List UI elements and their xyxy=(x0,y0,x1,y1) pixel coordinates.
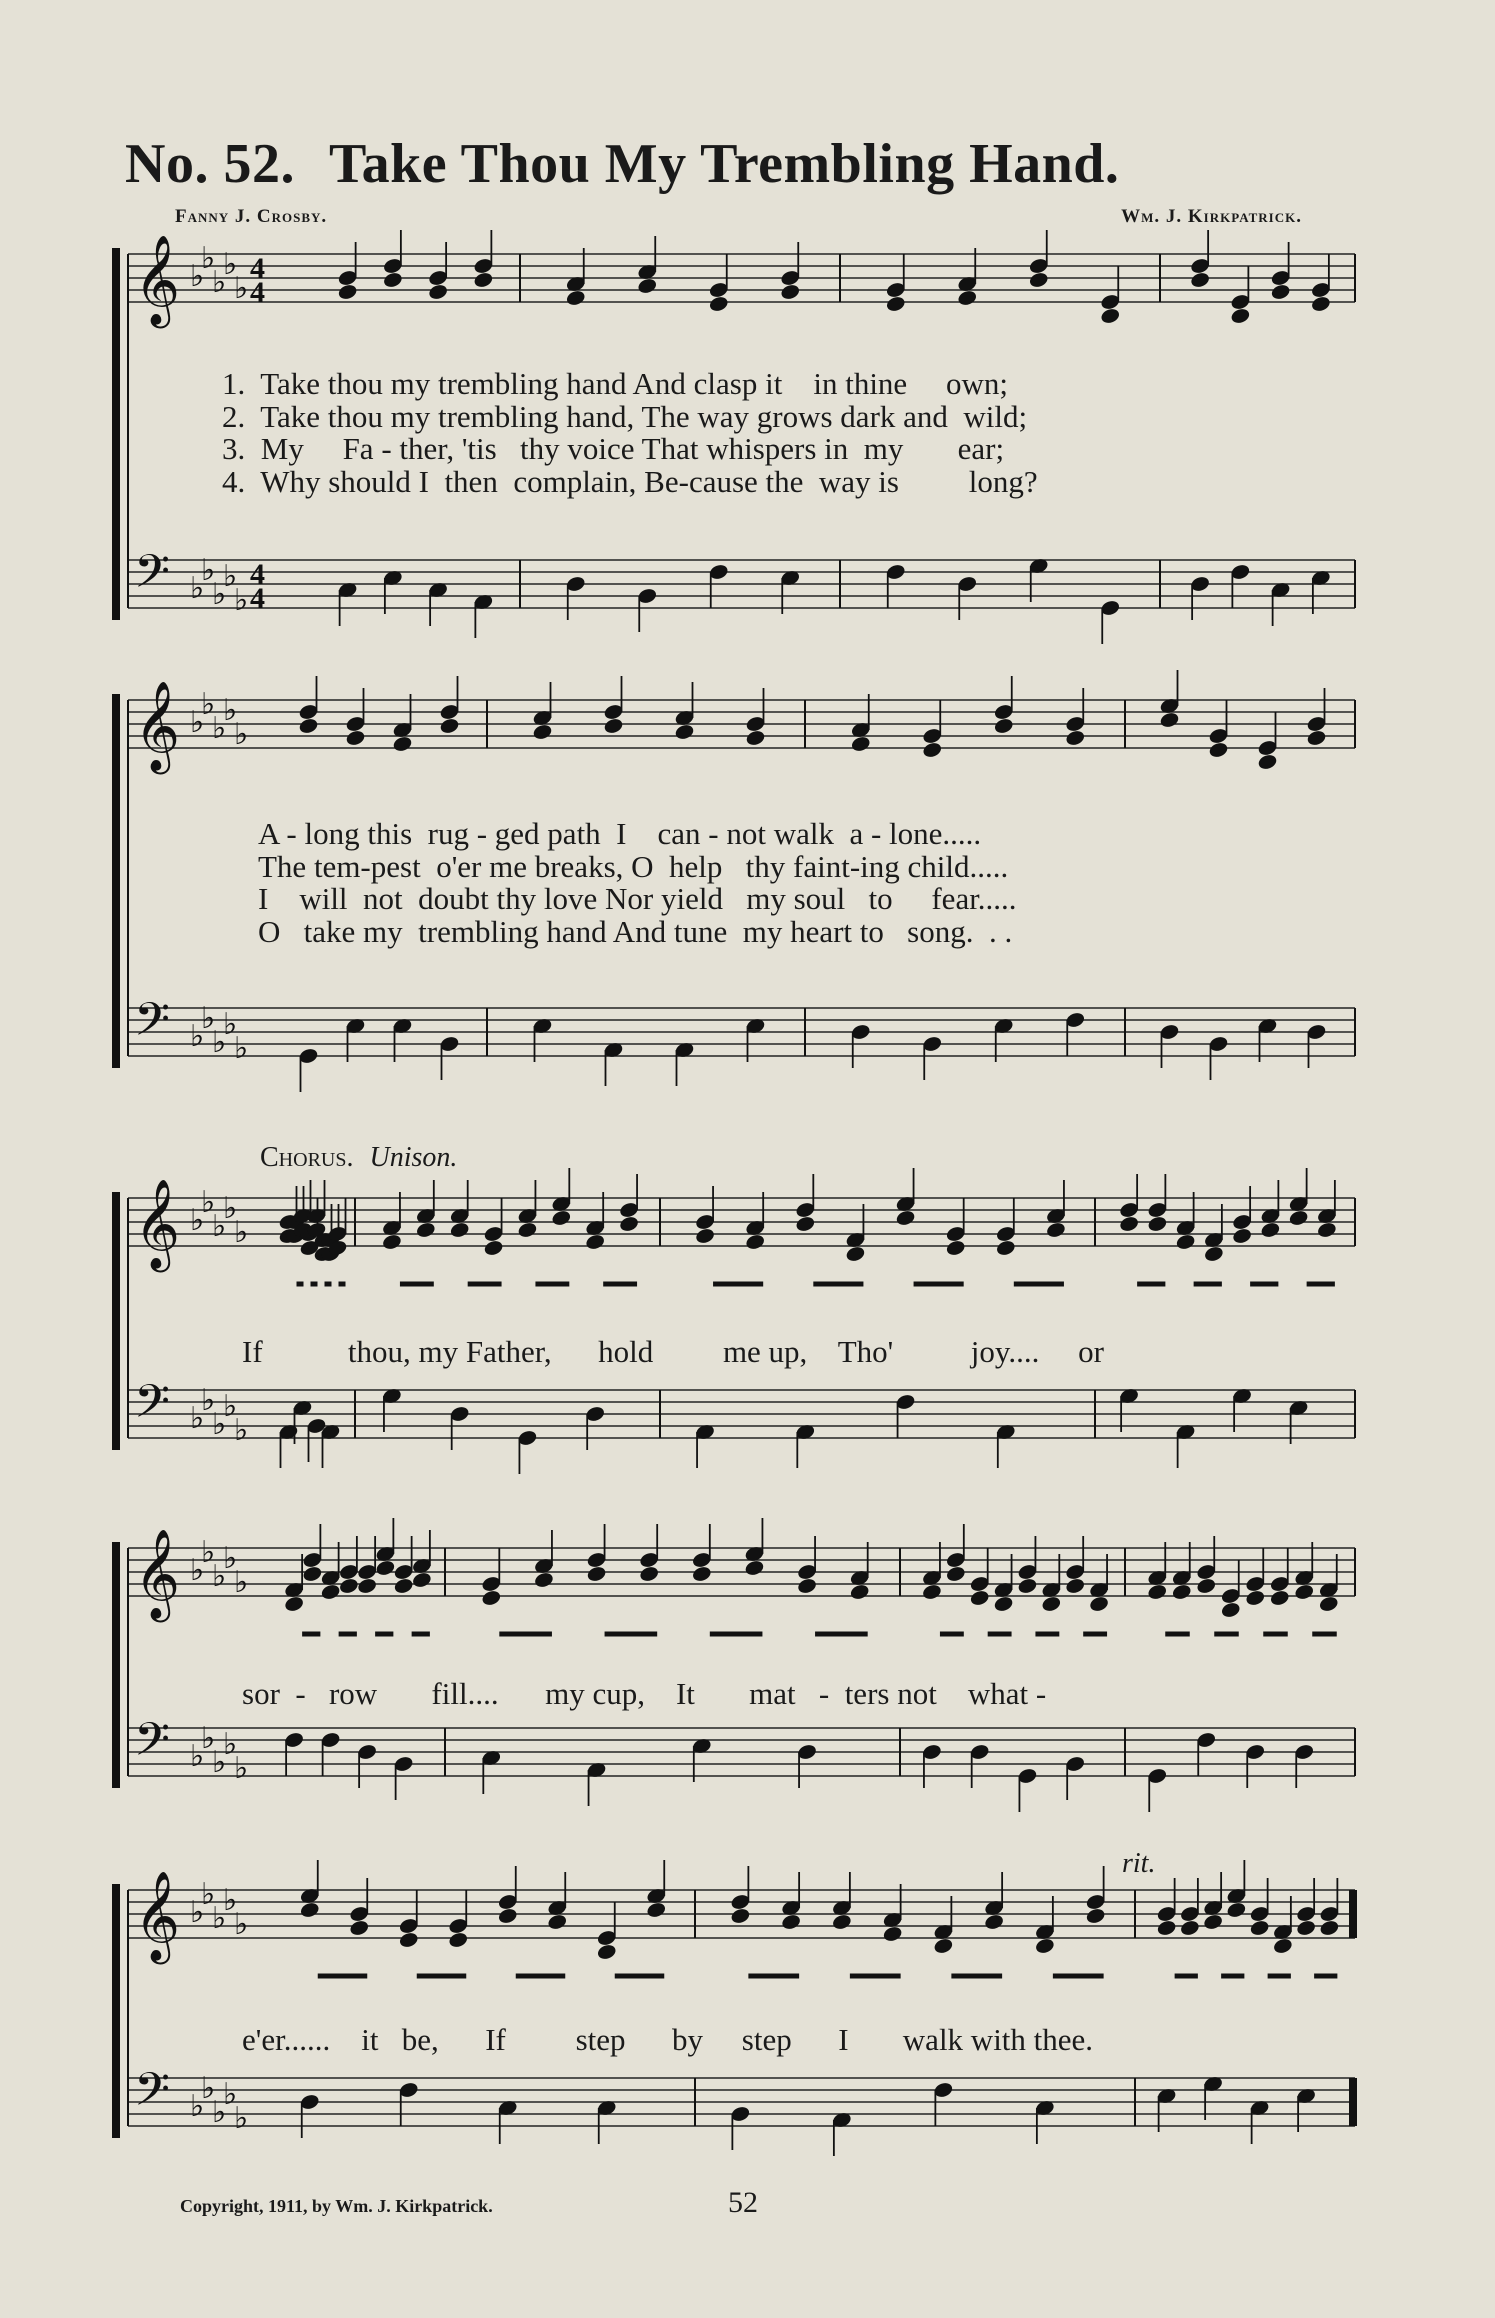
note-head xyxy=(298,717,319,735)
ritardando-marking: rit. xyxy=(1122,1848,1156,1879)
flat-icon: ♭ xyxy=(201,553,216,588)
flat-icon: ♭ xyxy=(223,1541,238,1576)
note-head xyxy=(533,1571,554,1589)
chorus-label: Chorus. xyxy=(260,1142,354,1173)
note-head xyxy=(337,283,358,301)
note-head xyxy=(1202,1913,1223,1931)
note-head xyxy=(1045,1221,1066,1239)
note-head xyxy=(1310,295,1331,313)
unison-direction: Unison. xyxy=(369,1142,458,1173)
verse-1-line-2: A - long this rug - ged path I can - not walk a - lone..... xyxy=(258,816,982,851)
flat-icon: ♭ xyxy=(223,693,238,728)
note-head xyxy=(993,1595,1014,1613)
flat-icon: ♭ xyxy=(190,571,205,606)
verse-lyrics-part1 xyxy=(222,368,1038,498)
note-head xyxy=(415,1221,436,1239)
note-head xyxy=(1159,711,1180,729)
note-head xyxy=(882,1925,903,1943)
flat-icon: ♭ xyxy=(190,1401,205,1436)
verse-2-line-2: The tem-pest o'er me breaks, O help thy faint-ing child..... xyxy=(258,848,1009,884)
note-head xyxy=(957,289,978,307)
note-head xyxy=(1295,1919,1316,1937)
treble-clef-icon: 𝄞 xyxy=(134,1871,181,1961)
flat-icon: ♭ xyxy=(201,241,216,276)
note-head xyxy=(921,1583,942,1601)
system-bracket xyxy=(112,248,120,620)
note-head xyxy=(320,1583,341,1601)
treble-clef-icon: 𝄞 xyxy=(134,1179,181,1269)
note-head xyxy=(1017,1577,1038,1595)
flat-icon: ♭ xyxy=(234,1751,249,1786)
note-head xyxy=(392,735,413,753)
page-number: 52 xyxy=(728,2186,758,2219)
verse-lyrics-part2 xyxy=(258,818,1017,948)
note-head xyxy=(382,271,403,289)
verse-1-line-1: 1. Take thou my trembling hand And clasp it in thine own; xyxy=(222,366,1008,401)
verse-3-line-2: I will not doubt thy love Nor yield my soul to fear..... xyxy=(258,881,1017,916)
note-head xyxy=(1306,729,1327,747)
flat-icon: ♭ xyxy=(234,717,249,752)
note-head xyxy=(299,1901,320,1919)
note-head xyxy=(618,1215,639,1233)
note-head xyxy=(795,1215,816,1233)
flat-icon: ♭ xyxy=(190,1203,205,1238)
note-head xyxy=(547,1913,568,1931)
flat-icon: ♭ xyxy=(212,2095,227,2130)
flat-icon: ♭ xyxy=(201,1535,216,1570)
note-head xyxy=(1220,1601,1241,1619)
flat-icon: ♭ xyxy=(201,1877,216,1912)
note-head xyxy=(691,1565,712,1583)
flat-icon: ♭ xyxy=(190,1895,205,1930)
note-head xyxy=(1100,307,1121,325)
flat-icon: ♭ xyxy=(201,687,216,722)
note-head xyxy=(1041,1595,1062,1613)
note-head xyxy=(448,1931,469,1949)
flat-icon: ♭ xyxy=(234,1907,249,1942)
note-head xyxy=(411,1571,432,1589)
note-head xyxy=(375,1559,396,1577)
flat-icon: ♭ xyxy=(212,1901,227,1936)
verse-2-line-1: 2. Take thou my trembling hand, The way grows dark and wild; xyxy=(222,398,1028,434)
note-head xyxy=(338,1577,359,1595)
flat-icon: ♭ xyxy=(212,1407,227,1442)
bass-clef-icon: 𝄢 xyxy=(134,2063,171,2128)
note-head xyxy=(345,729,366,747)
bass-clef-icon: 𝄢 xyxy=(134,1713,171,1778)
flat-icon: ♭ xyxy=(234,1413,249,1448)
flat-icon: ♭ xyxy=(234,1215,249,1250)
note-head xyxy=(933,1937,954,1955)
note-head xyxy=(1272,1937,1293,1955)
flat-icon: ♭ xyxy=(212,1025,227,1060)
note-head xyxy=(646,1901,667,1919)
note-head xyxy=(427,283,448,301)
note-head xyxy=(603,717,624,735)
flat-icon: ♭ xyxy=(223,247,238,282)
chorus-lyrics-line-3: e'er...... it be, If step by step I walk with thee. xyxy=(242,2022,1094,2057)
note-head xyxy=(969,1589,990,1607)
chorus-lyrics-line-1: If thou, my Father, hold me up, Tho' joy.... or xyxy=(242,1334,1104,1369)
note-head xyxy=(1288,1209,1309,1227)
flat-icon: ♭ xyxy=(223,1883,238,1918)
flat-icon: ♭ xyxy=(223,1191,238,1226)
flat-icon: ♭ xyxy=(212,1559,227,1594)
note-head xyxy=(1294,1583,1315,1601)
flat-icon: ♭ xyxy=(234,1031,249,1066)
note-head xyxy=(639,1565,660,1583)
note-head xyxy=(1118,1215,1139,1233)
system-bracket xyxy=(112,1542,120,1788)
flat-icon: ♭ xyxy=(212,577,227,612)
note-head xyxy=(283,1595,304,1613)
note-head xyxy=(1316,1221,1337,1239)
note-head xyxy=(730,1907,751,1925)
bass-clef-icon: 𝄢 xyxy=(134,993,171,1058)
note-head xyxy=(945,1565,966,1583)
note-head xyxy=(1088,1595,1109,1613)
lyricist-credit: Fanny J. Crosby. xyxy=(175,206,328,227)
verse-4-line-1: 4. Why should I then complain, Be-cause the way is long? xyxy=(222,463,1038,499)
flat-icon: ♭ xyxy=(190,705,205,740)
note-head xyxy=(349,1919,370,1937)
system-bracket xyxy=(112,694,120,1068)
note-head xyxy=(1208,741,1229,759)
note-head xyxy=(551,1209,572,1227)
note-head xyxy=(885,295,906,313)
note-head xyxy=(1231,1227,1252,1245)
note-head xyxy=(1156,1919,1177,1937)
note-head xyxy=(565,289,586,307)
flat-icon: ♭ xyxy=(190,1739,205,1774)
composer-credit: Wm. J. Kirkpatrick. xyxy=(1121,206,1302,227)
flat-icon: ♭ xyxy=(223,559,238,594)
note-head xyxy=(517,1221,538,1239)
note-head xyxy=(1230,307,1251,325)
hymn-number: No. 52. xyxy=(125,133,295,195)
note-head xyxy=(983,1913,1004,1931)
system-bracket xyxy=(112,1192,120,1450)
flat-icon: ♭ xyxy=(223,2077,238,2112)
flat-icon: ♭ xyxy=(234,271,249,306)
note-head xyxy=(302,1565,323,1583)
time-signature-numerator: 4 xyxy=(250,252,265,285)
note-head xyxy=(694,1227,715,1245)
note-head xyxy=(995,1239,1016,1257)
note-head xyxy=(1318,1595,1339,1613)
flat-icon: ♭ xyxy=(201,2071,216,2106)
note-head xyxy=(1245,1589,1266,1607)
chorus-lyrics-line-2: sor - row fill.... my cup, It mat - ters not what - xyxy=(242,1676,1047,1711)
note-head xyxy=(744,1559,765,1577)
note-head xyxy=(1147,1583,1168,1601)
note-head xyxy=(481,1589,502,1607)
flat-icon: ♭ xyxy=(201,1721,216,1756)
hymn-title: Take Thou My Trembling Hand. xyxy=(328,133,1120,195)
note-head xyxy=(1034,1937,1055,1955)
verse-4-line-2: O take my trembling hand And tune my heart to song. . . xyxy=(258,913,1013,949)
note-head xyxy=(1319,1919,1340,1937)
time-signature-denominator: 4 xyxy=(250,582,265,615)
flat-icon: ♭ xyxy=(212,711,227,746)
flat-icon: ♭ xyxy=(190,1019,205,1054)
verse-3-line-1: 3. My Fa - ther, 'tis thy voice That whispers in my ear; xyxy=(222,431,1005,466)
bass-clef-icon: 𝄢 xyxy=(134,545,171,610)
flat-icon: ♭ xyxy=(212,1745,227,1780)
flat-icon: ♭ xyxy=(190,1553,205,1588)
final-barline xyxy=(1349,2078,1357,2126)
note-head xyxy=(381,1233,402,1251)
note-head xyxy=(796,1577,817,1595)
note-head xyxy=(708,295,729,313)
flat-icon: ♭ xyxy=(190,2089,205,2124)
note-head xyxy=(1028,271,1049,289)
note-head xyxy=(473,271,494,289)
note-head xyxy=(845,1245,866,1263)
flat-icon: ♭ xyxy=(201,1001,216,1036)
note-head xyxy=(1196,1577,1217,1595)
treble-clef-icon: 𝄞 xyxy=(134,1529,181,1619)
note-head xyxy=(849,1583,870,1601)
chorus-heading xyxy=(260,1142,457,1174)
flat-icon: ♭ xyxy=(234,2101,249,2136)
note-head xyxy=(922,741,943,759)
final-barline xyxy=(1349,1890,1357,1938)
note-head xyxy=(532,723,553,741)
time-signature-numerator: 4 xyxy=(250,558,265,591)
flat-icon: ♭ xyxy=(223,1727,238,1762)
note-head xyxy=(1249,1919,1270,1937)
flat-icon: ♭ xyxy=(234,1565,249,1600)
note-head xyxy=(596,1943,617,1961)
note-head xyxy=(674,723,695,741)
note-head xyxy=(745,1233,766,1251)
note-head xyxy=(1189,271,1210,289)
bass-clef-icon: 𝄢 xyxy=(134,1375,171,1440)
note-head xyxy=(1226,1901,1247,1919)
note-head xyxy=(1260,1221,1281,1239)
note-head xyxy=(1065,729,1086,747)
note-head xyxy=(449,1221,470,1239)
note-head xyxy=(497,1907,518,1925)
flat-icon: ♭ xyxy=(223,1007,238,1042)
note-head xyxy=(1171,1583,1192,1601)
note-head xyxy=(586,1565,607,1583)
flat-icon: ♭ xyxy=(212,265,227,300)
note-head xyxy=(356,1577,377,1595)
flat-icon: ♭ xyxy=(201,1185,216,1220)
note-head xyxy=(1175,1233,1196,1251)
note-head xyxy=(585,1233,606,1251)
note-head xyxy=(393,1577,414,1595)
note-head xyxy=(1085,1907,1106,1925)
note-head xyxy=(398,1931,419,1949)
note-head xyxy=(745,729,766,747)
system-bracket xyxy=(112,1884,120,2138)
note-head xyxy=(1270,283,1291,301)
note-head xyxy=(1179,1919,1200,1937)
flat-icon: ♭ xyxy=(234,583,249,618)
note-head xyxy=(1257,753,1278,771)
treble-clef-icon: 𝄞 xyxy=(134,681,181,771)
flat-icon: ♭ xyxy=(223,1389,238,1424)
note-head xyxy=(1203,1245,1224,1263)
flat-icon: ♭ xyxy=(212,1209,227,1244)
note-head xyxy=(483,1239,504,1257)
note-head xyxy=(1269,1589,1290,1607)
treble-clef-icon: 𝄞 xyxy=(134,235,181,325)
note-head xyxy=(831,1913,852,1931)
note-head xyxy=(780,283,801,301)
note-head xyxy=(637,277,658,295)
note-head xyxy=(1147,1215,1168,1233)
flat-icon: ♭ xyxy=(190,259,205,294)
note-head xyxy=(895,1209,916,1227)
note-head xyxy=(780,1913,801,1931)
note-head xyxy=(439,717,460,735)
flat-icon: ♭ xyxy=(201,1383,216,1418)
note-head xyxy=(1065,1577,1086,1595)
note-head xyxy=(945,1239,966,1257)
copyright-notice: Copyright, 1911, by Wm. J. Kirkpatrick. xyxy=(180,2196,493,2216)
note-head xyxy=(850,735,871,753)
note-head xyxy=(993,717,1014,735)
time-signature-denominator: 4 xyxy=(250,276,265,309)
